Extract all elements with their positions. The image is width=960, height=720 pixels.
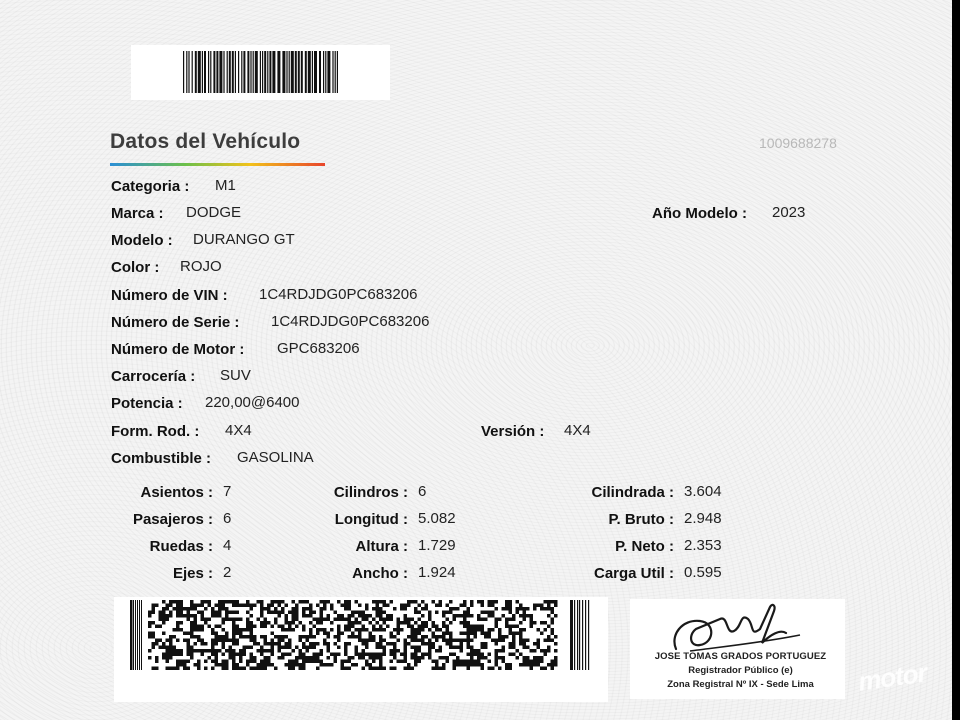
motor-value: GPC683206 (277, 340, 360, 357)
modelo-label: Modelo : (111, 232, 173, 249)
altura-value: 1.729 (418, 537, 456, 554)
p-bruto-label: P. Bruto : (608, 511, 674, 528)
form-rod-label: Form. Rod. : (111, 423, 200, 440)
modelo-value: DURANGO GT (193, 231, 295, 248)
signature-block (630, 599, 845, 699)
motor-label: Número de Motor : (111, 341, 245, 358)
combustible-label: Combustible : (111, 450, 211, 467)
potencia-label: Potencia : (111, 395, 183, 412)
signatory-name: JOSE TOMAS GRADOS PORTUGUEZ (654, 651, 827, 662)
document-number: 1009688278 (759, 135, 837, 151)
ejes-value: 2 (223, 564, 232, 581)
pasajeros-value: 6 (223, 510, 232, 527)
serie-value: 1C4RDJDG0PC683206 (271, 313, 430, 330)
barcode (131, 45, 390, 100)
marca-label: Marca : (111, 205, 164, 222)
pasajeros-label: Pasajeros : (132, 511, 213, 528)
cilindros-label: Cilindros : (333, 484, 408, 501)
carroceria-label: Carrocería : (111, 368, 196, 385)
page-title: Datos del Vehículo (110, 130, 301, 153)
vin-label: Número de VIN : (111, 287, 228, 304)
color-value: ROJO (180, 258, 222, 275)
vin-value: 1C4RDJDG0PC683206 (259, 286, 418, 303)
pdf417-barcode-icon (130, 600, 592, 670)
ruedas-value: 4 (223, 537, 232, 554)
ano-modelo-value: 2023 (772, 204, 806, 221)
altura-label: Altura : (355, 538, 408, 555)
p-neto-value: 2.353 (684, 537, 722, 554)
serie-label: Número de Serie : (111, 314, 240, 331)
categoria-label: Categoria : (111, 178, 190, 195)
marca-value: DODGE (186, 204, 242, 221)
version-label: Versión : (481, 423, 545, 440)
ruedas-label: Ruedas : (149, 538, 213, 555)
cilindrada-label: Cilindrada : (591, 484, 674, 501)
combustible-value: GASOLINA (237, 449, 314, 466)
signatory-role: Registrador Público (e) (688, 665, 793, 676)
carroceria-value: SUV (220, 367, 251, 384)
title-underline (110, 163, 325, 166)
longitud-label: Longitud : (334, 511, 408, 528)
watermark-logo: motor (856, 657, 929, 697)
signature-scribble-icon (630, 599, 845, 659)
ancho-label: Ancho : (352, 565, 408, 582)
color-label: Color : (111, 259, 160, 276)
cilindrada-value: 3.604 (684, 483, 722, 500)
carga-util-value: 0.595 (684, 564, 722, 581)
barcode-icon (181, 51, 341, 93)
ancho-value: 1.924 (418, 564, 456, 581)
longitud-value: 5.082 (418, 510, 456, 527)
signatory-zone: Zona Registral Nº IX - Sede Lima (667, 679, 814, 690)
ejes-label: Ejes : (172, 565, 213, 582)
form-rod-value: 4X4 (225, 422, 252, 439)
version-value: 4X4 (564, 422, 591, 439)
potencia-value: 220,00@6400 (205, 394, 300, 411)
p-neto-label: P. Neto : (615, 538, 674, 555)
cilindros-value: 6 (418, 483, 427, 500)
carga-util-label: Carga Util : (593, 565, 674, 582)
categoria-value: M1 (215, 177, 236, 194)
asientos-value: 7 (223, 483, 232, 500)
p-bruto-value: 2.948 (684, 510, 722, 527)
pdf417-code (114, 597, 608, 702)
asientos-label: Asientos : (140, 484, 213, 501)
ano-modelo-label: Año Modelo : (652, 205, 747, 222)
